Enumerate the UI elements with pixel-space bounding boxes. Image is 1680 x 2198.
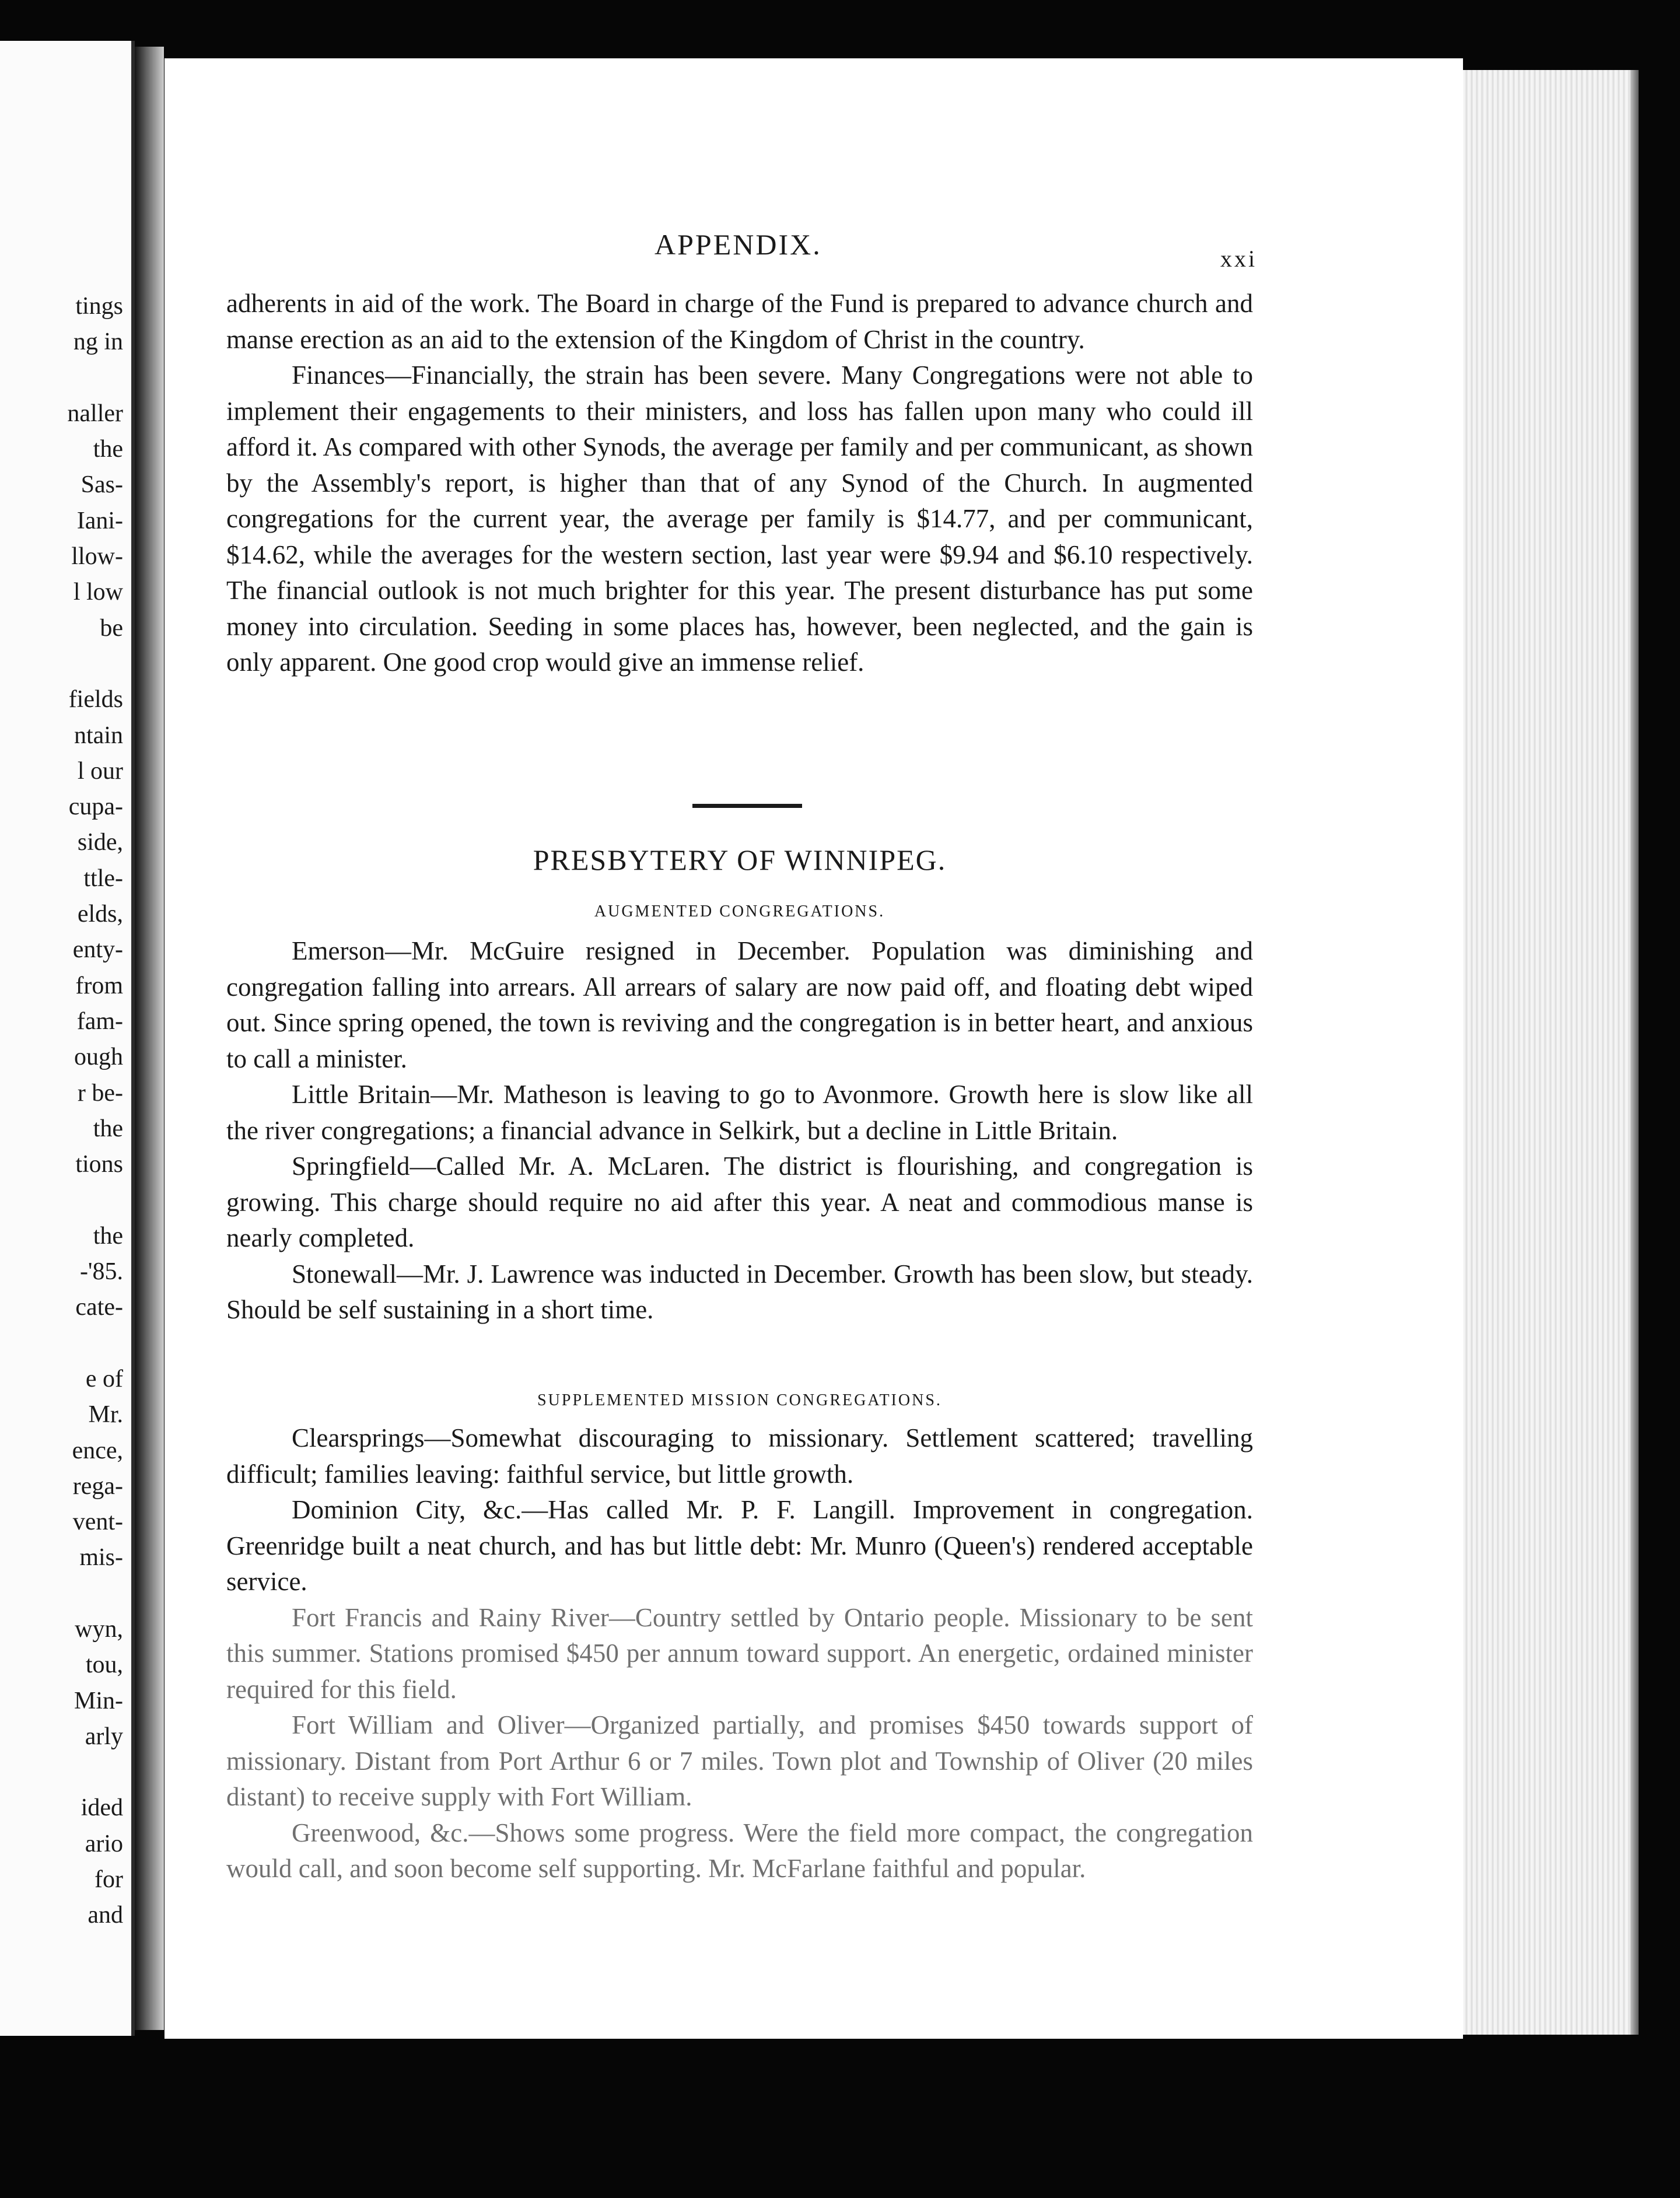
previous-page-line-fragment: ario [85, 1830, 123, 1857]
previous-page-line-fragment: ntain [74, 722, 123, 749]
previous-page-line-fragment: fam- [76, 1007, 123, 1035]
entry-paragraph: Dominion City, &c.—Has called Mr. P. F. Langill. Improvement in congregation. Greenridge built a neat church, and has but little debt: Mr. Munro (Queen's) rendered acceptable service. [226, 1495, 1253, 1596]
previous-page-line-fragment: cupa- [68, 793, 123, 821]
previous-page-line-fragment: and [88, 1902, 123, 1929]
book-gutter [135, 47, 164, 2030]
previous-page-line-fragment: Min- [74, 1687, 123, 1714]
entry-paragraph: Fort Francis and Rainy River—Country settled by Ontario people. Missionary to be sent this summer. Stations promised $450 per annum toward support. An energetic, ordained minister required for this field. [226, 1602, 1253, 1704]
previous-page-line-fragment: arly [85, 1723, 123, 1750]
previous-page-line-fragment: l our [77, 757, 123, 785]
previous-page-line-fragment: ough [74, 1044, 123, 1071]
intro-text [226, 286, 1253, 681]
previous-page-text [6, 289, 123, 1934]
finances-paragraph: Finances—Financially, the strain has been severe. Many Congregations were not able to implement their engagements to their ministers, and loss has fallen upon many who could ill afford it. As compared with other Synods, the average per family and per communicant, as shown by the Assembly's report, is higher than that of any Synod of the Church. In augmented congregations for the current year, the average per family is $14.77, and per communicant, $14.62, while the averages for the western section, last year were $9.94 and $6.10 respectively. The financial outlook is not much brighter for this year. The present disturbance has put some money into circulation. Seeding in some places has, however, been neglected, and the gain is only apparent. One good crop would give an immense relief. [226, 360, 1253, 677]
previous-page-line-fragment: ttle- [83, 864, 123, 892]
previous-page-line-fragment: naller [67, 400, 123, 427]
entry-paragraph: Fort William and Oliver—Organized partially, and promises $450 towards support of missionary. Distant from Port Arthur 6 or 7 miles. Town plot and Township of Oliver (20 miles distant) to receive supply with Fort William. [226, 1710, 1253, 1811]
previous-page-line-fragment: cate- [75, 1294, 123, 1321]
entry-paragraph: Greenwood, &c.—Shows some progress. Were the field more compact, the congregation would call, and soon become self supporting. Mr. McFarlane faithful and popular. [226, 1818, 1253, 1883]
section-title: PRESBYTERY OF WINNIPEG. [533, 844, 947, 876]
previous-page-line-fragment: vent- [72, 1508, 123, 1536]
previous-page [0, 41, 135, 2036]
previous-page-line-fragment: r be- [77, 1079, 123, 1107]
previous-page-line-fragment: Mr. [88, 1401, 123, 1429]
previous-page-line-fragment: -'85. [79, 1258, 123, 1286]
previous-page-line-fragment: ided [80, 1794, 123, 1822]
augmented-entries [226, 933, 1253, 1328]
previous-page-line-fragment [6, 360, 123, 396]
previous-page-line-fragment [6, 1182, 123, 1218]
previous-page-line-fragment: mis- [79, 1544, 123, 1572]
running-head: APPENDIX. [654, 228, 822, 261]
previous-page-line-fragment: Iani- [76, 507, 123, 534]
previous-page-line-fragment: for [94, 1866, 123, 1894]
previous-page-line-fragment: ence, [72, 1437, 123, 1464]
entry-paragraph: Springfield—Called Mr. A. McLaren. The district is flourishing, and congregation is growing. This charge should require no aid after this year. A neat and commodious manse is nearly completed. [226, 1152, 1253, 1252]
previous-page-line-fragment: fields [68, 686, 123, 713]
previous-page-line-fragment: be [100, 614, 123, 642]
entry-paragraph: Stonewall—Mr. J. Lawrence was inducted in December. Growth has been slow, but steady. Should be self sustaining in a short time. [226, 1259, 1253, 1324]
previous-page-line-fragment [6, 1326, 123, 1362]
previous-page-line-fragment: tou, [85, 1651, 123, 1679]
previous-page-line-fragment: enty- [72, 936, 123, 964]
previous-page-line-fragment: elds, [77, 901, 123, 928]
previous-page-line-fragment: llow- [71, 543, 123, 570]
entry-paragraph: Clearsprings—Somewhat discouraging to missionary. Settlement scattered; travelling difficult; families leaving: faithful service, but little growth. [226, 1423, 1253, 1489]
previous-page-line-fragment: wyn, [75, 1615, 123, 1643]
previous-page-line-fragment: ng in [73, 328, 123, 356]
supplemented-entries [226, 1420, 1253, 1887]
previous-page-line-fragment [6, 1755, 123, 1790]
previous-page-line-fragment [6, 1576, 123, 1612]
previous-page-line-fragment [6, 646, 123, 682]
previous-page-line-fragment: the [93, 1115, 123, 1142]
previous-page-line-fragment: e of [85, 1365, 123, 1392]
page-number: xxi [1220, 246, 1258, 272]
previous-page-line-fragment: the [93, 436, 123, 463]
previous-page-line-fragment: the [93, 1222, 123, 1250]
previous-page-line-fragment: l low [73, 579, 123, 606]
intro-paragraph: adherents in aid of the work. The Board in charge of the Fund is prepared to advance church and manse erection as an aid to the extension of the Kingdom of Christ in the country. [226, 289, 1253, 354]
previous-page-line-fragment: rega- [72, 1472, 123, 1500]
augmented-heading: AUGMENTED CONGREGATIONS. [594, 902, 886, 921]
previous-page-line-fragment: side, [77, 829, 123, 856]
previous-page-line-fragment: from [75, 972, 123, 999]
page-edges [1451, 70, 1639, 2035]
supplemented-heading: SUPPLEMENTED MISSION CONGREGATIONS. [537, 1391, 942, 1409]
entry-paragraph: Emerson—Mr. McGuire resigned in December. Population was diminishing and congregation falling into arrears. All arrears of salary are now paid off, and floating debt wiped out. Since spring opened, the town is reviving and the congregation is in better heart, and anxious to call a minister. [226, 936, 1253, 1073]
section-divider [692, 804, 802, 808]
previous-page-line-fragment: tions [75, 1151, 123, 1178]
entry-paragraph: Little Britain—Mr. Matheson is leaving to go to Avonmore. Growth here is slow like all the river congregations; a financial advance in Selkirk, but a decline in Little Britain. [226, 1080, 1253, 1145]
previous-page-line-fragment: tings [75, 293, 123, 320]
previous-page-line-fragment: Sas- [80, 471, 123, 499]
